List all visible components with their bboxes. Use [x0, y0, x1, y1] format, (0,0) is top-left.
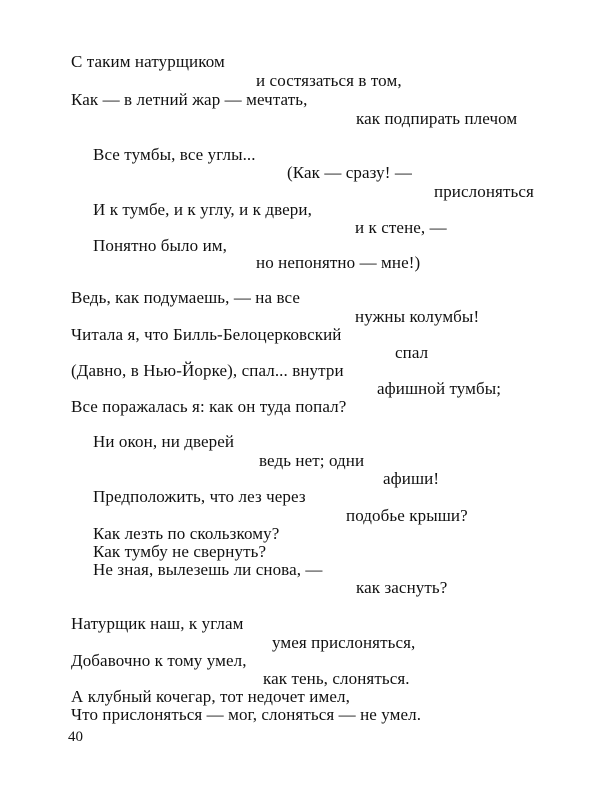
poem-line: Понятно было им, — [93, 236, 227, 255]
poem-line: как подпирать плечом — [356, 109, 518, 128]
page-number: 40 — [68, 729, 83, 745]
poem-line: спал — [395, 343, 429, 362]
poem-line: прислоняться — [434, 182, 534, 201]
poem-line: С таким натурщиком — [71, 52, 225, 71]
poem-line: и к стене, — — [355, 218, 447, 237]
poem-line: Как лезть по скользкому? — [93, 524, 280, 543]
poem-line: Читала я, что Билль-Белоцерковский — [71, 325, 342, 344]
poem-line: Все поражалась я: как он туда попал? — [71, 397, 347, 416]
poem-line: Как — в летний жар — мечтать, — [71, 90, 308, 109]
poem-line: нужны колумбы! — [355, 307, 480, 326]
poem-line: А клубный кочегар, тот недочет имел, — [71, 687, 350, 706]
poem-line: И к тумбе, и к углу, и к двери, — [93, 200, 312, 219]
poem-line: Добавочно к тому умел, — [71, 651, 247, 670]
poem-line: ведь нет; одни — [259, 451, 365, 470]
poem-line: как заснуть? — [356, 578, 448, 597]
poem-line: афиши! — [383, 469, 440, 488]
poem-line: Ведь, как подумаешь, — на все — [71, 288, 300, 307]
poem-line: (Давно, в Нью-Йорке), спал... внутри — [71, 361, 344, 380]
poem-line: Предположить, что лез через — [93, 487, 306, 506]
poem-line: Все тумбы, все углы... — [93, 145, 256, 164]
poem-line: Натурщик наш, к углам — [71, 614, 244, 633]
poem-line: но непонятно — мне!) — [256, 253, 421, 272]
poem-line: афишной тумбы; — [377, 379, 502, 398]
poem-line: Что прислоняться — мог, слоняться — не умел. — [71, 705, 422, 724]
poem-line: Как тумбу не свернуть? — [93, 542, 267, 561]
poem-line: и состязаться в том, — [256, 71, 402, 90]
poem-line: подобье крыши? — [346, 506, 468, 525]
poem-line: Ни окон, ни дверей — [93, 432, 235, 451]
poem-line: (Как — сразу! — — [287, 163, 412, 182]
poem-line: Не зная, вылезешь ли снова, — — [93, 560, 323, 579]
poem-line: как тень, слоняться. — [263, 669, 410, 688]
poem-line: умея прислоняться, — [272, 633, 416, 652]
